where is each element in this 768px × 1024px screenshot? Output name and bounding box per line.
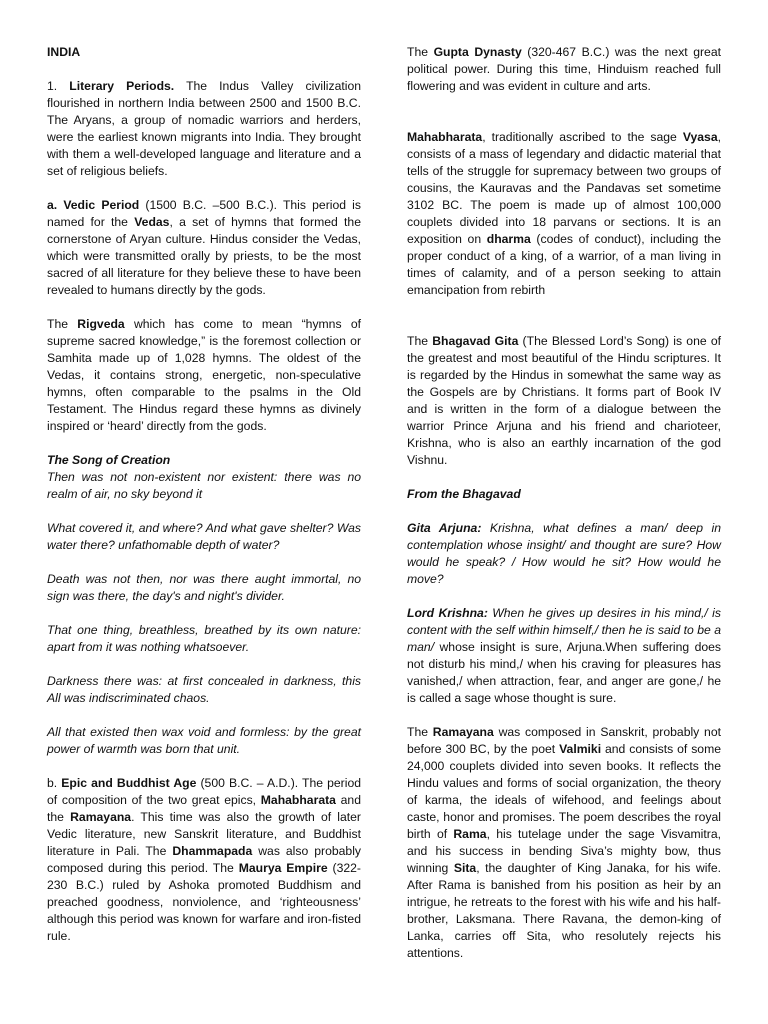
krishna-italic-text: When he gives up desires in his mind,/ is content with the self within himself,/ then he is said to be a man/: [407, 606, 721, 654]
poem-stanza: Death was not then, nor was there aught immortal, no sign was there, the day's and night's divider.: [47, 572, 361, 603]
rigveda-text-0: The: [47, 317, 78, 331]
gupta-term: Gupta Dynasty: [433, 45, 522, 59]
bhagavad-gita-term: Bhagavad Gita: [432, 334, 519, 348]
literary-periods-paragraph: [47, 78, 361, 180]
ramayana-text-1: was composed in Sanskrit, probably not before 300 BC, by the poet: [407, 725, 722, 756]
vedic-period-paragraph: [47, 197, 361, 299]
sita-term: Sita: [453, 861, 477, 875]
ramayana-term: Ramayana: [70, 810, 132, 824]
from-bhagavad-title: From the Bhagavad: [407, 487, 521, 501]
literary-periods-heading: Literary Periods.: [69, 79, 175, 93]
vedic-text-2: , a set of hymns that formed the cornerstone of Aryan culture. Hindus consider the Vedas, which were transmitted orally by priests, to be the most sacred of all literature for they believe these to have been revealed to humans directly by the gods.: [47, 215, 361, 297]
krishna-dialogue: [407, 605, 721, 707]
epic-prefix: b.: [47, 776, 62, 790]
krishna-text: whose insight is sure, Arjuna.When suffering does not disturb his mind,/ when his craving for pleasures has vanished,/ when attraction, fear, and anger are gone,/ he is called a sage whose thought is sure.: [407, 640, 721, 705]
epic-heading: Epic and Buddhist Age: [61, 776, 197, 790]
mahabharata-text-3: (codes of conduct), including the proper conduct of a king, of a warrior, of a man living in times of calamity, and of a person seeking to attain emancipation from rebirth: [407, 232, 721, 297]
rigveda-text-1: which has come to mean “hymns of supreme sacred knowledge,” is the foremost collection or Samhita made up of 1,028 hymns. The oldest of the Vedas, it contains strong, energetic, non-speculative hymns, often comparable to the psalms in the Old Testament. The Hindus regard these hymns as divinely inspired or ‘heard’ directly from the gods.: [47, 317, 361, 433]
literary-periods-text: The Indus Valley civilization flourished in northern India between 2500 and 1500 B.C. The Aryans, a group of nomadic warriors and herders, were the earliest known migrants into India. They brought with them a well-developed language and literature and a set of religious beliefs.: [47, 79, 362, 178]
ramayana-text-3: , his tutelage under the sage Visvamitra, and his success in bending Siva’s mighty bow, thus winning: [407, 827, 721, 875]
rigveda-term: Rigveda: [77, 317, 125, 331]
poem-stanza: All that existed then wax void and formless: by the great power of warmth was born that unit.: [47, 725, 361, 756]
ramayana-term: Ramayana: [432, 725, 494, 739]
mahabharata-term: Mahabharata: [407, 130, 483, 144]
arjuna-dialogue: [407, 520, 721, 588]
gita-text-1: (The Blessed Lord’s Song) is one of the greatest and most beautiful of the Hindu scriptures. It is regarded by the Hindus in somewhat the same way as the Gospels are by Christians. It forms part of Book IV and is written in the form of a dialogue between the warrior Prince Arjuna and his friend and charioteer, Krishna, who is also an earthly incarnation of the god Vishnu.: [407, 334, 721, 467]
arjuna-speaker: Gita Arjuna:: [407, 521, 482, 535]
dharma-term: dharma: [486, 232, 531, 246]
arjuna-text: Krishna, what defines a man/ deep in contemplation whose insight/ and thought are sure? How would he speak? / How would he sit? How would he move?: [407, 521, 721, 586]
right-column: [407, 44, 721, 979]
ramayana-text-2: and consists of some 24,000 couplets divided into seven books. It reflects the Hindu values and forms of social organization, the theory of karma, the ideals of wifehood, and feelings about caste, honor and promises. The poem describes the royal birth of: [407, 742, 721, 841]
gita-text-0: The: [407, 334, 433, 348]
valmiki-term: Valmiki: [559, 742, 602, 756]
vedic-text-1: (1500 B.C. –500 B.C.). This period is named for the: [47, 198, 361, 229]
poem-stanza: What covered it, and where? And what gave shelter? Was water there? unfathomable depth of water?: [47, 521, 361, 552]
ramayana-text-0: The: [407, 725, 433, 739]
epic-text-3: . This time was also the growth of later Vedic literature, new Sanskrit literature, and Buddhist literature in Pali. The: [47, 810, 361, 858]
mahabharata-paragraph: [407, 129, 721, 299]
poem-stanza: Darkness there was: at first concealed in darkness, this All was indiscriminated chaos.: [47, 674, 361, 705]
poem-stanza: Then was not non-existent nor existent: there was no realm of air, no sky beyond it: [47, 470, 361, 501]
epic-text-1: (500 B.C. – A.D.). The period of composition of the two great epics,: [47, 776, 362, 807]
mahabharata-text-1: , traditionally ascribed to the sage: [482, 130, 683, 144]
vyasa-term: Vyasa: [682, 130, 718, 144]
dhammapada-term: Dhammapada: [172, 844, 253, 858]
mahabharata-text-2: , consists of a mass of legendary and didactic material that tells of the struggle for supremacy between two groups of cousins, the Kauravas and the Pandavas set sometime 3102 BC. The poem is made up of almost 100,000 couplets divided into 18 parvans or sections. It is an exposition on: [407, 130, 721, 246]
gupta-text-0: The: [407, 45, 434, 59]
epic-text-2: and the: [47, 793, 361, 824]
krishna-speaker: Lord Krishna:: [407, 606, 488, 620]
ramayana-paragraph: [407, 724, 721, 962]
ramayana-text-4: , the daughter of King Janaka, for his wife. After Rama is banished from his position as heir by an intrigue, he retreats to the forest with his wife and his half-brother, Laksmana. There Ravana, the demon-king of Lanka, carries off Sita, who resolutely rejects his attentions.: [407, 861, 721, 960]
rama-term: Rama: [453, 827, 487, 841]
vedic-period-heading: a. Vedic Period: [47, 198, 140, 212]
left-column: [47, 44, 361, 962]
bhagavad-gita-paragraph: [407, 333, 721, 469]
vedas-term: Vedas: [134, 215, 170, 229]
gupta-paragraph: [407, 44, 721, 95]
song-of-creation-title: The Song of Creation: [47, 453, 171, 467]
section-number: 1.: [47, 79, 58, 93]
poem-stanza: That one thing, breathless, breathed by its own nature: apart from it was nothing whatsoever.: [47, 623, 361, 654]
epic-text-4: was also probably composed during this period. The: [47, 844, 361, 875]
mahabharata-term: Mahabharata: [260, 793, 336, 807]
gupta-text-1: (320-467 B.C.) was the next great political power. During this time, Hinduism reached full flowering and was evident in culture and arts.: [407, 45, 722, 93]
rigveda-paragraph: [47, 316, 361, 435]
document-title: INDIA: [47, 45, 81, 59]
maurya-term: Maurya Empire: [238, 861, 328, 875]
epic-buddhist-paragraph: [47, 775, 361, 945]
epic-text-5: (322-230 B.C.) ruled by Ashoka promoted Buddhism and preached goodness, nonviolence, and ‘righteousness’ although this period was known for warfare and iron-fisted rule.: [47, 861, 361, 943]
